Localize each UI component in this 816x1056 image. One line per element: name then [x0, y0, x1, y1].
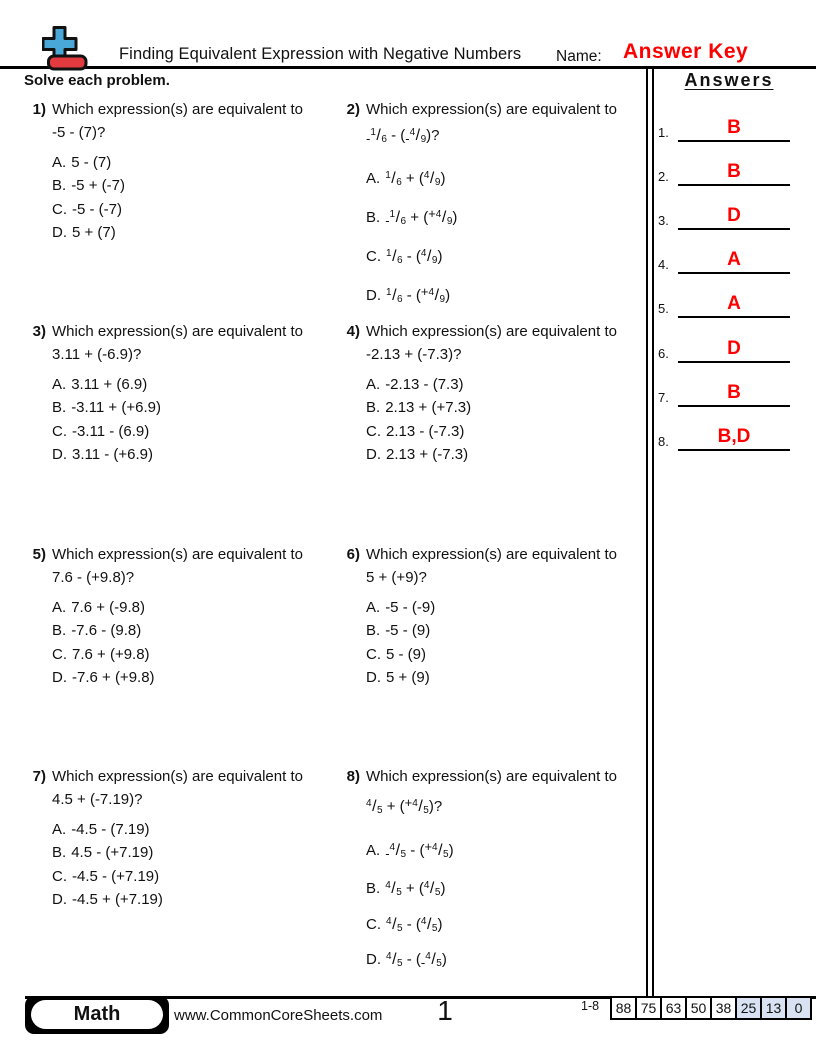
question-text: Which expression(s) are equivalent to	[52, 546, 303, 563]
problem-number: 3)	[32, 323, 46, 340]
score-cell: 88	[610, 996, 637, 1020]
answer-number: 6.	[658, 346, 669, 361]
answer-value: D	[727, 338, 741, 359]
question-expression: $^4/_5 + (+^4/_5)$?	[366, 795, 443, 816]
question-text: Which expression(s) are equivalent to	[366, 323, 617, 340]
question-text: Which expression(s) are equivalent to	[366, 546, 617, 563]
choice-d: D. 2.13 + (-7.3)	[366, 446, 469, 464]
choice-expression: -5 - (-9)	[385, 599, 436, 616]
page-number: 1	[437, 995, 453, 1026]
choice-a: A. 7.6 + (-9.8)	[52, 599, 145, 616]
choice-c: C. -3.11 - (6.9)	[52, 422, 150, 440]
choice-b: B. $^4/_5 + (^4/_5)$	[366, 880, 446, 899]
answer-key-text: Answer Key	[623, 40, 749, 63]
page-title: Finding Equivalent Expression with Negative Numbers	[119, 45, 522, 63]
score-table	[610, 996, 812, 1020]
choice-expression: 3.11 - (+6.9)	[72, 446, 154, 464]
answer-value: A	[727, 293, 741, 314]
answer-value: B,D	[717, 426, 751, 447]
choice-expression: 7.6 + (-9.8)	[71, 599, 145, 616]
choice-d: D. $^4/_5 - (-^4/_5)$	[366, 951, 447, 971]
answers-title: Answers	[684, 70, 774, 90]
question-expression: 7.6 - (+9.8)?	[52, 569, 135, 586]
answer-number: 3.	[658, 213, 669, 228]
choice-expression: 5 - (9)	[386, 645, 427, 663]
choice-expression: -2.13 - (7.3)	[385, 376, 464, 393]
answer-blank-line	[678, 228, 790, 230]
answer-value: B	[727, 382, 741, 403]
score-cell: 25	[735, 996, 762, 1020]
problem-7	[18, 767, 318, 912]
answer-item-4	[654, 246, 794, 272]
choice-expression: $^1/_6 - (^4/_9)$	[386, 247, 443, 266]
choice-a: A. $-^4/_5 - (+^4/_5)$	[366, 839, 454, 861]
choice-expression: 5 - (7)	[71, 154, 112, 171]
choice-expression: -5 - (-7)	[72, 200, 122, 218]
question-text: Which expression(s) are equivalent to	[52, 101, 303, 118]
answer-value: A	[727, 249, 741, 270]
answer-item-6	[654, 335, 794, 361]
choice-a: A. $^1/_6 + (^4/_9)$	[366, 170, 446, 188]
problem-number: 8)	[346, 768, 360, 785]
answer-blank-line	[678, 184, 790, 186]
choice-a: A. -5 - (-9)	[366, 599, 436, 616]
choice-expression: $^1/_6 - (+^4/_9)$	[386, 284, 451, 306]
answer-number: 1.	[658, 125, 669, 140]
problem-number: 7)	[32, 768, 46, 785]
problem-number: 5)	[32, 546, 46, 563]
choice-c: C. 5 - (9)	[366, 645, 427, 663]
choice-expression: -7.6 + (+9.8)	[72, 669, 155, 687]
choice-expression: 2.13 + (+7.3)	[385, 399, 472, 417]
choice-b: B. -7.6 - (9.8)	[52, 622, 142, 640]
choice-expression: 4.5 - (+7.19)	[71, 844, 154, 862]
question-text: Which expression(s) are equivalent to	[366, 101, 617, 118]
choice-a: A. 5 - (7)	[52, 154, 112, 171]
choice-expression: 2.13 + (-7.3)	[386, 446, 469, 464]
choice-expression: 2.13 - (-7.3)	[386, 422, 465, 440]
website-url: www.CommonCoreSheets.com	[174, 1007, 383, 1024]
problem-8	[332, 767, 642, 981]
question-expression: 4.5 + (-7.19)?	[52, 791, 143, 808]
answer-blank-line	[678, 405, 790, 407]
question-expression: 5 + (+9)?	[366, 569, 427, 586]
choice-d: D. -4.5 + (+7.19)	[52, 891, 163, 909]
choice-a: A. -4.5 - (7.19)	[52, 821, 150, 838]
choice-expression: -4.5 - (7.19)	[71, 821, 150, 838]
question-expression: $-^1/_6 - (-^4/_9)$?	[366, 127, 440, 146]
question-text: Which expression(s) are equivalent to	[366, 768, 617, 785]
problem-1	[18, 100, 318, 245]
choice-a: A. -2.13 - (7.3)	[366, 376, 464, 393]
answer-value: B	[727, 117, 741, 138]
choice-c: C. 7.6 + (+9.8)	[52, 645, 150, 663]
choice-b: B. $-^1/_6 + (+^4/_9)$	[366, 206, 458, 229]
score-range-label: 1-8	[581, 999, 600, 1013]
choice-d: D. 5 + (9)	[366, 669, 430, 687]
answer-blank-line	[678, 140, 790, 142]
question-text: Which expression(s) are equivalent to	[52, 768, 303, 785]
choice-b: B. -3.11 + (+6.9)	[52, 399, 161, 417]
answer-item-7	[654, 379, 794, 405]
answer-item-2	[654, 158, 794, 184]
instructions: Solve each problem.	[24, 72, 170, 89]
name-label: Name:	[556, 48, 602, 65]
answers-divider	[646, 66, 654, 996]
subject-label: Math	[31, 1000, 163, 1029]
score-cell: 38	[710, 996, 737, 1020]
problem-number: 1)	[32, 101, 46, 118]
choice-c: C. 2.13 - (-7.3)	[366, 422, 465, 440]
choice-a: A. 3.11 + (6.9)	[52, 376, 148, 393]
choice-d: D. $^1/_6 - (+^4/_9)$	[366, 284, 451, 306]
answer-blank-line	[678, 449, 790, 451]
answer-value: B	[727, 161, 741, 182]
answer-number: 8.	[658, 434, 669, 449]
choice-expression: $^4/_5 - (^4/_5)$	[386, 915, 443, 934]
answer-number: 2.	[658, 169, 669, 184]
choice-expression: 5 + (9)	[386, 669, 430, 687]
question-expression: -2.13 + (-7.3)?	[366, 346, 462, 363]
problem-number: 2)	[346, 101, 360, 118]
choice-d: D. 5 + (7)	[52, 224, 116, 242]
choice-expression: -4.5 - (+7.19)	[72, 867, 160, 885]
question-expression: 3.11 + (-6.9)?	[52, 346, 142, 363]
choice-expression: 7.6 + (+9.8)	[72, 645, 150, 663]
math-badge	[25, 996, 169, 1034]
answer-item-3	[654, 202, 794, 228]
choice-c: C. -4.5 - (+7.19)	[52, 867, 160, 885]
choice-expression: -5 - (9)	[385, 622, 431, 640]
choice-b: B. 4.5 - (+7.19)	[52, 844, 154, 862]
choice-expression: -3.11 + (+6.9)	[71, 399, 161, 417]
score-cell: 50	[685, 996, 712, 1020]
problem-6	[332, 545, 642, 690]
answer-value: D	[727, 205, 741, 226]
choice-expression: $^1/_6 + (^4/_9)$	[385, 170, 446, 188]
choice-expression: -4.5 + (+7.19)	[72, 891, 163, 909]
problem-5	[18, 545, 318, 690]
score-cell: 13	[760, 996, 787, 1020]
question-text: Which expression(s) are equivalent to	[52, 323, 303, 340]
problem-3	[18, 322, 318, 467]
problem-2	[332, 100, 642, 314]
header-rule	[0, 66, 816, 69]
plus-minus-icon	[42, 26, 88, 71]
problem-4	[332, 322, 642, 467]
choice-expression: -7.6 - (9.8)	[71, 622, 142, 640]
problem-number: 4)	[346, 323, 360, 340]
answer-item-8	[654, 423, 794, 449]
choice-expression: 5 + (7)	[72, 224, 116, 242]
choice-c: C. $^4/_5 - (^4/_5)$	[366, 915, 443, 934]
choice-expression: -5 + (-7)	[71, 177, 125, 195]
choice-expression: $-^1/_6 + (+^4/_9)$	[385, 206, 458, 229]
choice-expression: $^4/_5 - (-^4/_5)$	[386, 951, 447, 971]
question-expression: -5 - (7)?	[52, 124, 106, 141]
score-cell: 0	[785, 996, 812, 1020]
choice-c: C. $^1/_6 - (^4/_9)$	[366, 247, 443, 266]
answer-blank-line	[678, 316, 790, 318]
choice-expression: 3.11 + (6.9)	[71, 376, 148, 393]
answer-number: 5.	[658, 301, 669, 316]
choice-b: B. -5 - (9)	[366, 622, 431, 640]
choice-c: C. -5 - (-7)	[52, 200, 122, 218]
choice-expression: $^4/_5 + (^4/_5)$	[385, 880, 446, 899]
answer-blank-line	[678, 272, 790, 274]
choice-expression: $-^4/_5 - (+^4/_5)$	[385, 839, 454, 861]
choice-d: D. -7.6 + (+9.8)	[52, 669, 155, 687]
answer-item-5	[654, 290, 794, 316]
score-cell: 63	[660, 996, 687, 1020]
choice-d: D. 3.11 - (+6.9)	[52, 446, 154, 464]
answer-blank-line	[678, 361, 790, 363]
score-cell: 75	[635, 996, 662, 1020]
answer-item-1	[654, 114, 794, 140]
choice-b: B. 2.13 + (+7.3)	[366, 399, 472, 417]
answer-number: 7.	[658, 390, 669, 405]
problem-number: 6)	[346, 546, 360, 563]
choice-expression: -3.11 - (6.9)	[72, 422, 150, 440]
choice-b: B. -5 + (-7)	[52, 177, 125, 195]
answer-number: 4.	[658, 257, 669, 272]
